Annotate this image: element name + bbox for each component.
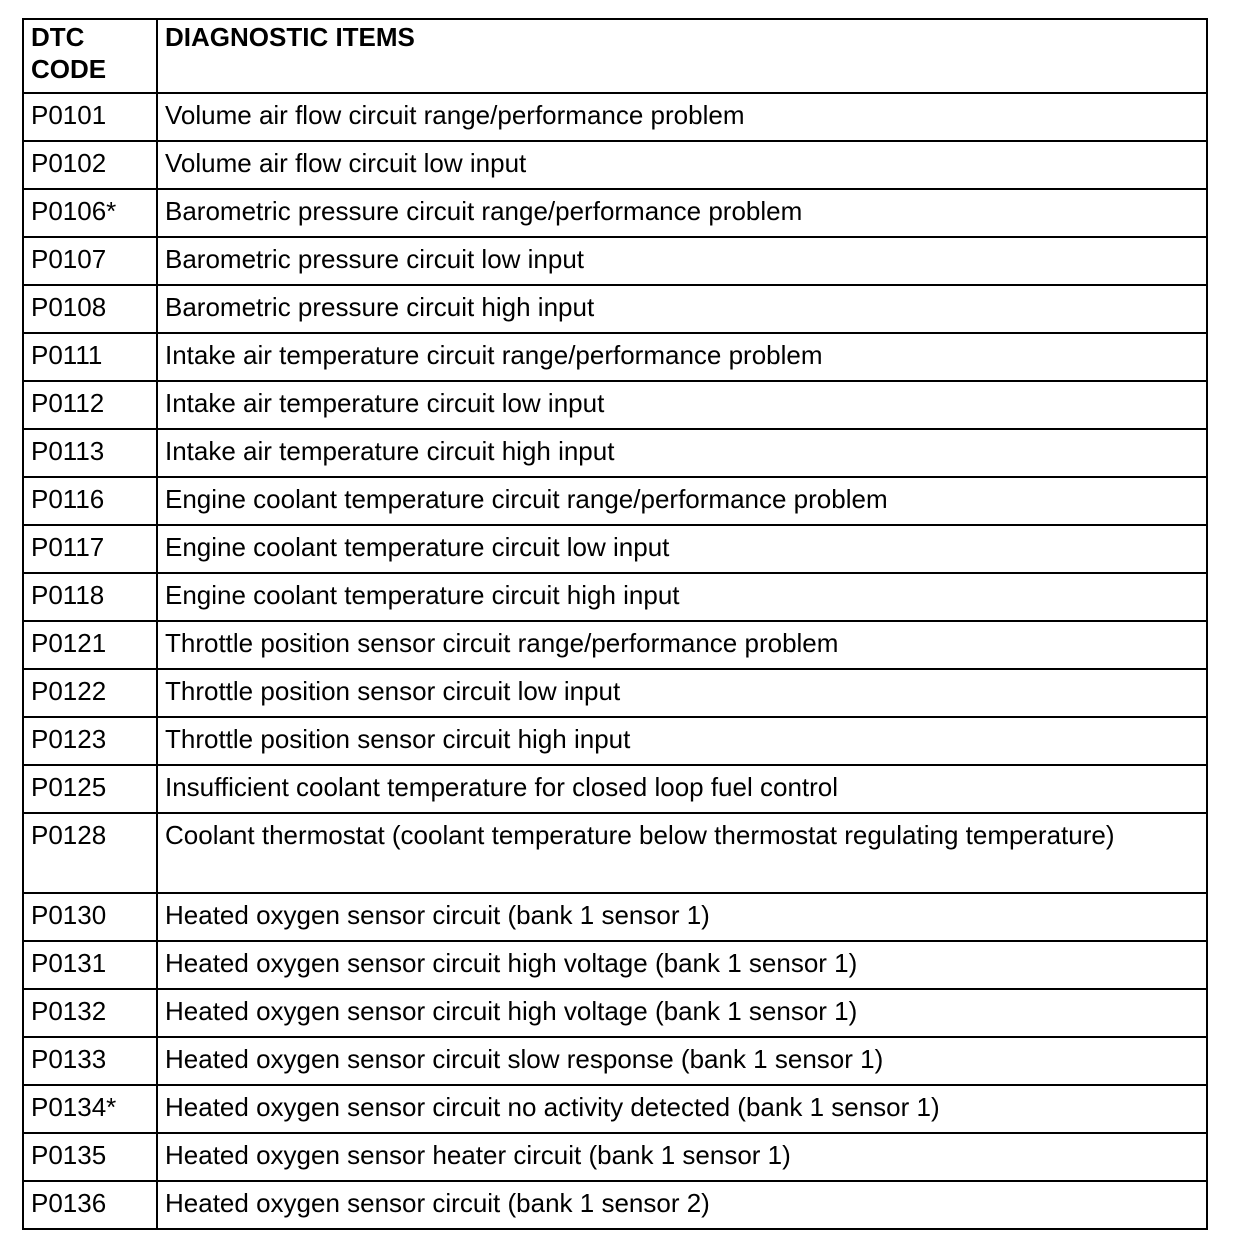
diagnostic-item-cell: Barometric pressure circuit high input (157, 285, 1207, 333)
diagnostic-item-cell: Heated oxygen sensor circuit slow response (bank 1 sensor 1) (157, 1037, 1207, 1085)
diagnostic-item-cell: Barometric pressure circuit low input (157, 237, 1207, 285)
diagnostic-item-cell: Heated oxygen sensor circuit (bank 1 sensor 2) (157, 1181, 1207, 1229)
dtc-code-cell: P0136 (23, 1181, 157, 1229)
table-row (23, 429, 1207, 477)
table-row (23, 141, 1207, 189)
header-dtc-code (23, 19, 157, 93)
table-row (23, 525, 1207, 573)
table-row (23, 333, 1207, 381)
dtc-table (22, 18, 1208, 1230)
header-diagnostic-items: DIAGNOSTIC ITEMS (157, 19, 1207, 93)
table-row (23, 1133, 1207, 1181)
diagnostic-item-cell: Volume air flow circuit low input (157, 141, 1207, 189)
header-dtc-code-line1: DTC (31, 22, 85, 52)
dtc-code-cell: P0135 (23, 1133, 157, 1181)
table-row (23, 813, 1207, 893)
dtc-code-cell: P0113 (23, 429, 157, 477)
header-dtc-code-line2: CODE (31, 54, 107, 84)
table-row (23, 989, 1207, 1037)
dtc-code-cell: P0122 (23, 669, 157, 717)
diagnostic-item-cell: Heated oxygen sensor heater circuit (bank 1 sensor 1) (157, 1133, 1207, 1181)
table-row (23, 189, 1207, 237)
dtc-code-cell: P0134* (23, 1085, 157, 1133)
diagnostic-item-cell: Coolant thermostat (coolant temperature below thermostat regulating temperature) (157, 813, 1207, 893)
diagnostic-item-cell: Heated oxygen sensor circuit (bank 1 sensor 1) (157, 893, 1207, 941)
header-row (23, 19, 1207, 93)
table-row (23, 669, 1207, 717)
diagnostic-item-cell: Volume air flow circuit range/performance problem (157, 93, 1207, 141)
dtc-code-cell: P0108 (23, 285, 157, 333)
dtc-code-cell: P0123 (23, 717, 157, 765)
dtc-code-cell: P0107 (23, 237, 157, 285)
diagnostic-item-cell: Intake air temperature circuit high input (157, 429, 1207, 477)
diagnostic-item-cell: Throttle position sensor circuit high input (157, 717, 1207, 765)
table-row (23, 941, 1207, 989)
dtc-code-cell: P0131 (23, 941, 157, 989)
diagnostic-item-cell: Intake air temperature circuit range/performance problem (157, 333, 1207, 381)
dtc-code-cell: P0118 (23, 573, 157, 621)
dtc-code-cell: P0106* (23, 189, 157, 237)
table-row (23, 285, 1207, 333)
dtc-code-cell: P0133 (23, 1037, 157, 1085)
table-row (23, 1085, 1207, 1133)
dtc-code-cell: P0128 (23, 813, 157, 893)
dtc-code-cell: P0125 (23, 765, 157, 813)
diagnostic-item-cell: Heated oxygen sensor circuit high voltage (bank 1 sensor 1) (157, 941, 1207, 989)
diagnostic-item-cell: Engine coolant temperature circuit range/performance problem (157, 477, 1207, 525)
table-row (23, 765, 1207, 813)
table-row (23, 893, 1207, 941)
table-row (23, 1181, 1207, 1229)
table-row (23, 237, 1207, 285)
diagnostic-item-cell: Heated oxygen sensor circuit no activity detected (bank 1 sensor 1) (157, 1085, 1207, 1133)
dtc-code-cell: P0117 (23, 525, 157, 573)
dtc-code-cell: P0111 (23, 333, 157, 381)
dtc-code-cell: P0130 (23, 893, 157, 941)
dtc-code-cell: P0121 (23, 621, 157, 669)
diagnostic-item-cell: Intake air temperature circuit low input (157, 381, 1207, 429)
table-row (23, 93, 1207, 141)
diagnostic-item-cell: Throttle position sensor circuit low input (157, 669, 1207, 717)
diagnostic-item-cell: Engine coolant temperature circuit high input (157, 573, 1207, 621)
table-row (23, 621, 1207, 669)
diagnostic-item-cell: Throttle position sensor circuit range/performance problem (157, 621, 1207, 669)
dtc-code-cell: P0101 (23, 93, 157, 141)
diagnostic-item-cell: Engine coolant temperature circuit low input (157, 525, 1207, 573)
dtc-code-cell: P0132 (23, 989, 157, 1037)
table-row (23, 381, 1207, 429)
dtc-code-cell: P0116 (23, 477, 157, 525)
table-row (23, 1037, 1207, 1085)
table-row (23, 573, 1207, 621)
dtc-code-cell: P0112 (23, 381, 157, 429)
dtc-code-cell: P0102 (23, 141, 157, 189)
table-row (23, 477, 1207, 525)
diagnostic-item-cell: Barometric pressure circuit range/performance problem (157, 189, 1207, 237)
table-row (23, 717, 1207, 765)
diagnostic-item-cell: Heated oxygen sensor circuit high voltage (bank 1 sensor 1) (157, 989, 1207, 1037)
diagnostic-item-cell: Insufficient coolant temperature for closed loop fuel control (157, 765, 1207, 813)
